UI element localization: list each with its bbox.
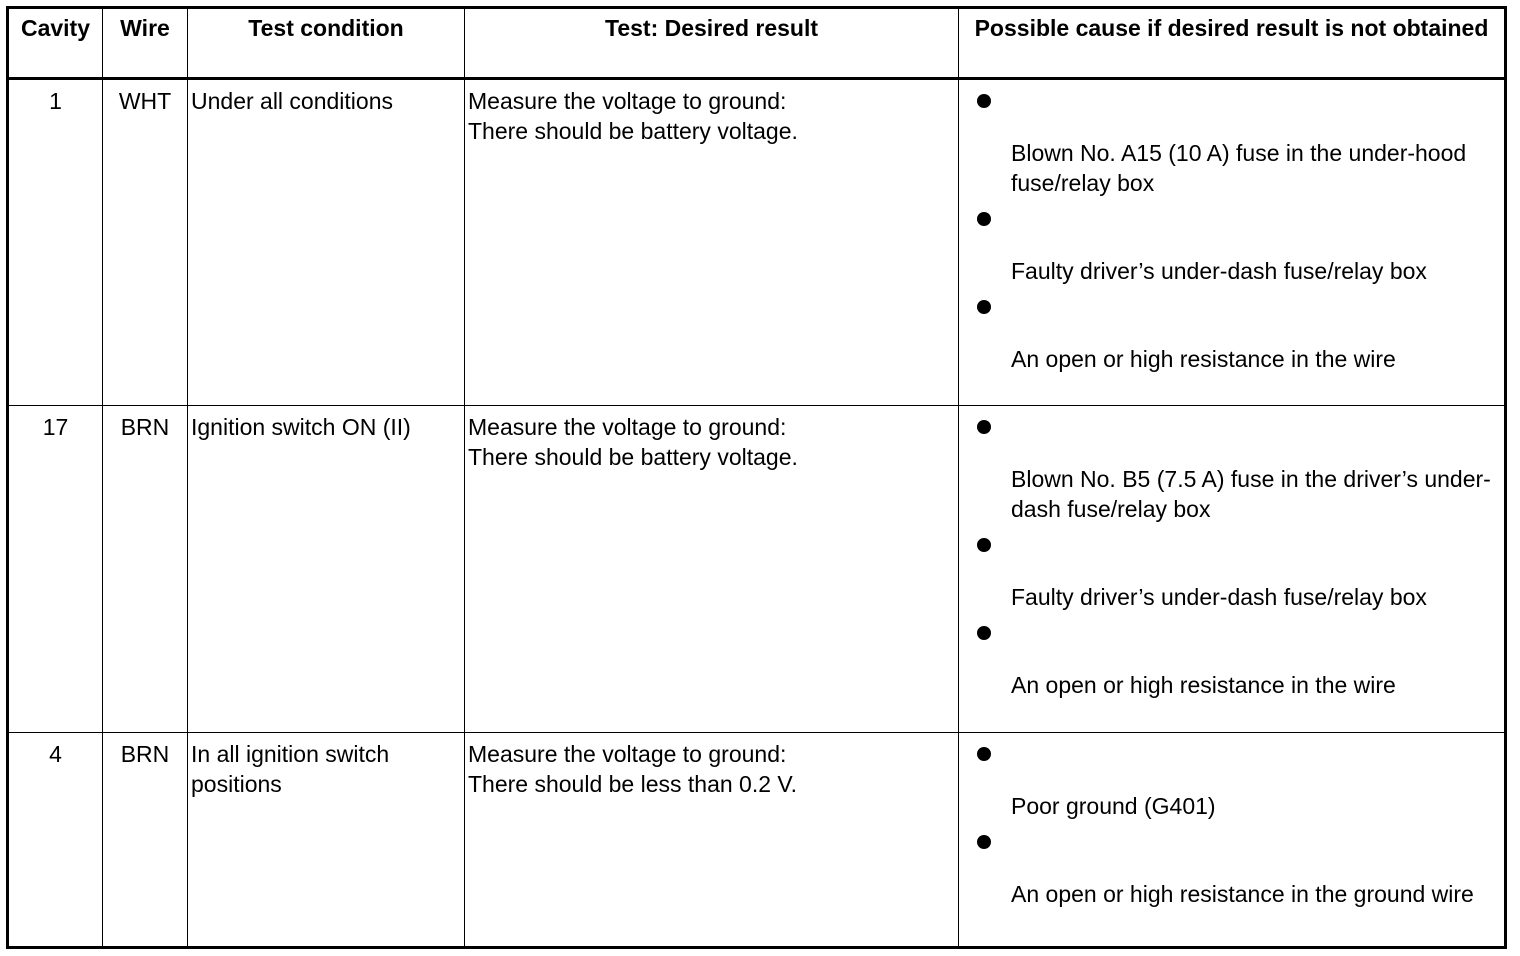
condition-cell: Ignition switch ON (II): [188, 406, 465, 733]
header-test-condition: Test condition: [188, 8, 465, 79]
header-wire: Wire: [103, 8, 188, 79]
cause-cell: [959, 733, 1506, 948]
header-row: [8, 8, 1506, 79]
header-desired-result: Test: Desired result: [465, 8, 959, 79]
cause-item: [977, 835, 1494, 909]
result-cell: [465, 733, 959, 948]
cause-item: [977, 300, 1494, 374]
table-row: [8, 406, 1506, 733]
condition-cell: In all ignition switch positions: [188, 733, 465, 948]
result-line: There should be battery voltage.: [468, 444, 798, 470]
bullet-icon: [977, 212, 991, 226]
cavity-cell: 17: [8, 406, 103, 733]
cause-item: [977, 94, 1494, 198]
result-line: There should be less than 0.2 V.: [468, 771, 798, 797]
cause-text: Blown No. B5 (7.5 A) fuse in the driver’s under-dash fuse/relay box: [1011, 466, 1491, 522]
wire-cell: BRN: [103, 406, 188, 733]
result-cell: [465, 79, 959, 406]
cause-item: [977, 420, 1494, 524]
cause-item: [977, 538, 1494, 612]
table-row: [8, 733, 1506, 948]
cause-text: Faulty driver’s under-dash fuse/relay box: [1011, 584, 1427, 610]
diagnostic-table: [6, 6, 1507, 949]
cause-text: Faulty driver’s under-dash fuse/relay box: [1011, 258, 1427, 284]
header-possible-cause: Possible cause if desired result is not obtained: [959, 8, 1506, 79]
bullet-icon: [977, 420, 991, 434]
result-line: Measure the voltage to ground:: [468, 741, 787, 767]
cause-cell: [959, 79, 1506, 406]
bullet-icon: [977, 626, 991, 640]
cause-text: Poor ground (G401): [1011, 793, 1216, 819]
cause-text: An open or high resistance in the ground wire: [1011, 881, 1474, 907]
result-cell: [465, 406, 959, 733]
result-line: There should be battery voltage.: [468, 118, 798, 144]
bullet-icon: [977, 94, 991, 108]
wire-cell: BRN: [103, 733, 188, 948]
bullet-icon: [977, 747, 991, 761]
wire-cell: WHT: [103, 79, 188, 406]
cavity-cell: 1: [8, 79, 103, 406]
cavity-cell: 4: [8, 733, 103, 948]
cause-cell: [959, 406, 1506, 733]
table-row: [8, 79, 1506, 406]
cause-item: [977, 212, 1494, 286]
bullet-icon: [977, 300, 991, 314]
result-line: Measure the voltage to ground:: [468, 414, 787, 440]
cause-item: [977, 747, 1494, 821]
cause-item: [977, 626, 1494, 700]
cause-text: An open or high resistance in the wire: [1011, 346, 1396, 372]
condition-cell: Under all conditions: [188, 79, 465, 406]
cause-text: Blown No. A15 (10 A) fuse in the under-hood fuse/relay box: [1011, 140, 1467, 196]
bullet-icon: [977, 835, 991, 849]
header-cavity: Cavity: [8, 8, 103, 79]
result-line: Measure the voltage to ground:: [468, 88, 787, 114]
bullet-icon: [977, 538, 991, 552]
cause-text: An open or high resistance in the wire: [1011, 672, 1396, 698]
